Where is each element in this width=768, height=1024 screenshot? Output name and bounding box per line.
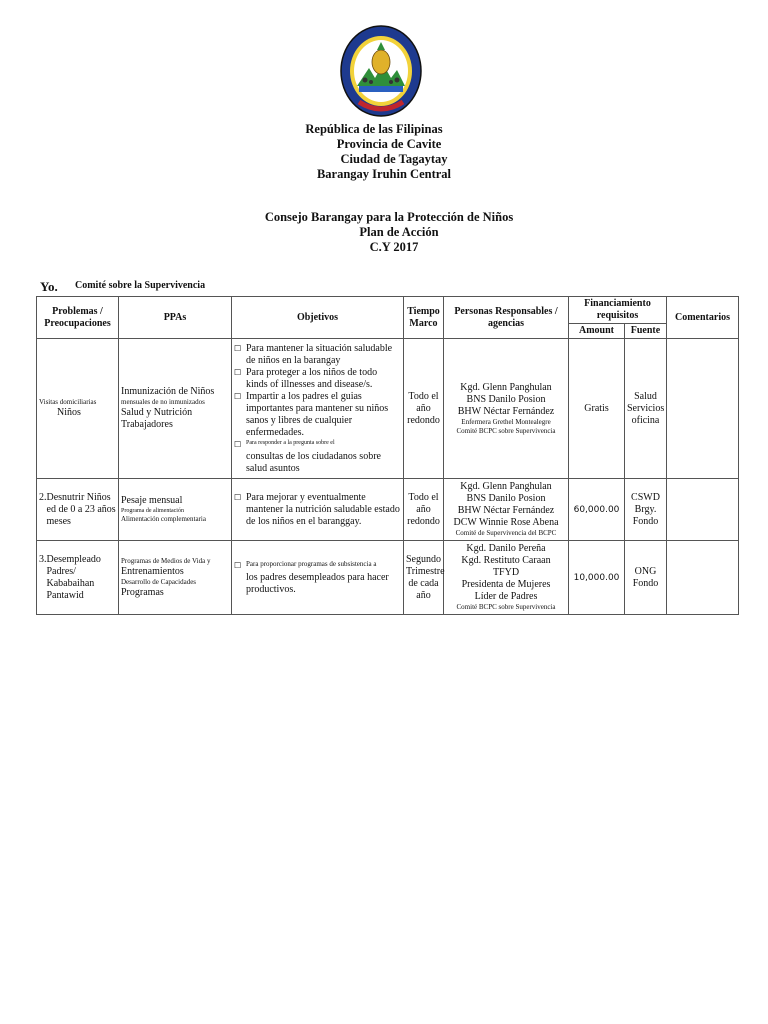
checkbox-bullet-icon: ☐ (234, 343, 242, 353)
ppa-cell (119, 339, 232, 479)
person-line: Presidenta de Mujeres (461, 579, 551, 590)
comments-cell (667, 339, 739, 479)
header-time-frame: Tiempo Marco (404, 297, 444, 339)
province-line: Provincia de Cavite (336, 137, 442, 151)
responsible-cell (444, 339, 569, 479)
amount-cell: 60,000.00 (569, 479, 625, 541)
committee-title: Comité sobre la Supervivencia (75, 280, 206, 291)
person-line: BNS Danilo Posion (466, 493, 546, 504)
comments-cell (667, 479, 739, 541)
problem-text: Desnutrir Niños ed de 0 a 23 años meses (46, 491, 116, 527)
person-line: Líder de Padres (474, 591, 538, 602)
header-amount: Amount (569, 324, 625, 339)
table-row (37, 339, 739, 479)
ppa-line: mensuales de no inmunizados (121, 398, 205, 406)
responsible-cell (444, 479, 569, 541)
time-frame-cell: Segundo Trimestre de cada año (404, 541, 444, 615)
objective-text: Para proteger a los niños de todo kinds of illnesses and disease/s. (246, 366, 378, 390)
objective-text: Para proporcionar programas de subsistencia a (246, 559, 377, 568)
objective-text: Impartir a los padres el guias importantes para mantener su niños sanos y libres de cualquier enfermedades. (246, 390, 389, 438)
problem-text-a: Visitas domiciliarias (39, 398, 97, 406)
time-frame-cell: Todo el año redondo (404, 479, 444, 541)
section-marker: Yo. (40, 279, 58, 294)
objective-text: Para responder a la pregunta sobre el (246, 439, 335, 446)
city-line: Ciudad de Tagaytay (340, 152, 448, 166)
barangay-line: Barangay Iruhin Central (316, 167, 452, 181)
person-line: Comité de Supervivencia del BCPC (455, 529, 557, 537)
objective-text: Para mantener la situación saludable de niños en la barangay (246, 342, 393, 366)
comments-cell (667, 541, 739, 615)
objective-text: consultas de los ciudadanos sobre salud asuntos (246, 450, 381, 474)
checkbox-bullet-icon: ☐ (234, 560, 242, 570)
action-plan-table (36, 296, 739, 615)
checkbox-bullet-icon: ☐ (234, 439, 242, 449)
problem-cell (37, 541, 119, 615)
person-line: BHW Néctar Fernández (457, 505, 555, 516)
ppa-line: Alimentación complementaria (121, 515, 206, 523)
person-line: Kgd. Glenn Panghulan (460, 481, 552, 492)
person-line: Enfermera Grethel Montealegre (461, 417, 551, 426)
person-line: Kgd. Glenn Panghulan (460, 381, 552, 393)
row-number: 2. (39, 491, 47, 503)
objective-text: Para mejorar y eventualmente mantener la nutrición saludable estado de los niños en el baranggay. (246, 491, 400, 527)
council-title: Consejo Barangay para la Protección de Niños (264, 210, 514, 224)
plan-header (0, 210, 768, 255)
barangay-seal-logo (339, 24, 423, 118)
header-responsible: Personas Responsables / agencias (444, 297, 569, 339)
problem-text: Desempleado Padres/ Kababaihan Pantawid (46, 553, 101, 601)
person-line: Kgd. Restituto Caraan (461, 555, 551, 566)
checkbox-bullet-icon: ☐ (234, 367, 242, 377)
time-frame-cell: Todo el año redondo (404, 339, 444, 479)
objectives-cell (232, 541, 404, 615)
ppa-line: Pesaje mensual (121, 495, 183, 506)
objectives-cell (232, 339, 404, 479)
checkbox-bullet-icon: ☐ (234, 492, 242, 502)
table-row (37, 479, 739, 541)
problem-text-b: Niños (57, 407, 81, 418)
header-problems: Problemas / Preocupaciones (37, 297, 119, 339)
responsible-cell (444, 541, 569, 615)
problem-cell (37, 479, 119, 541)
person-line: DCW Winnie Rose Abena (453, 517, 559, 528)
plan-title: Plan de Acción (359, 225, 439, 239)
ppa-cell (119, 479, 232, 541)
person-line: Kgd. Danilo Pereña (466, 543, 546, 554)
source-cell: ONG Fondo (625, 541, 667, 615)
person-line: TFYD (492, 567, 520, 578)
header-funding: Financiamiento requisitos (569, 297, 667, 324)
calendar-year: C.Y 2017 (369, 240, 419, 254)
person-line: Comité BCPC sobre Supervivencia (456, 426, 556, 435)
ppa-line: Desarrollo de Capacidades (121, 577, 197, 586)
objectives-cell (232, 479, 404, 541)
header-source: Fuente (625, 324, 667, 339)
ppa-cell (119, 541, 232, 615)
objective-text: los padres desempleados para hacer productivos. (246, 571, 389, 595)
ppa-line: Inmunización de Niños (121, 386, 215, 397)
ppa-line: Programas (121, 586, 164, 598)
source-cell: Salud Servicios oficina (625, 339, 667, 479)
table-row (37, 541, 739, 615)
government-header (0, 122, 768, 182)
person-line: BNS Danilo Posion (466, 393, 546, 405)
source-cell: CSWD Brgy. Fondo (625, 479, 667, 541)
header-ppas: PPAs (119, 297, 232, 339)
table-header-row (37, 297, 739, 324)
ppa-line: Salud y Nutrición Trabajadores (121, 407, 193, 430)
ppa-line: Programa de alimentación (121, 508, 184, 514)
problem-cell (37, 339, 119, 479)
person-line: BHW Néctar Fernández (457, 405, 555, 417)
checkbox-bullet-icon: ☐ (234, 391, 242, 401)
republic-line: República de las Filipinas (305, 122, 443, 136)
amount-cell: 10,000.00 (569, 541, 625, 615)
ppa-line: Entrenamientos (121, 565, 184, 577)
header-comments: Comentarios (667, 297, 739, 339)
person-line: Comité BCPC sobre Supervivencia (456, 603, 556, 611)
ppa-line: Programas de Medios de Vida y (121, 556, 211, 565)
row-number: 3. (39, 553, 47, 565)
header-objectives: Objetivos (232, 297, 404, 339)
amount-cell: Gratis (569, 339, 625, 479)
